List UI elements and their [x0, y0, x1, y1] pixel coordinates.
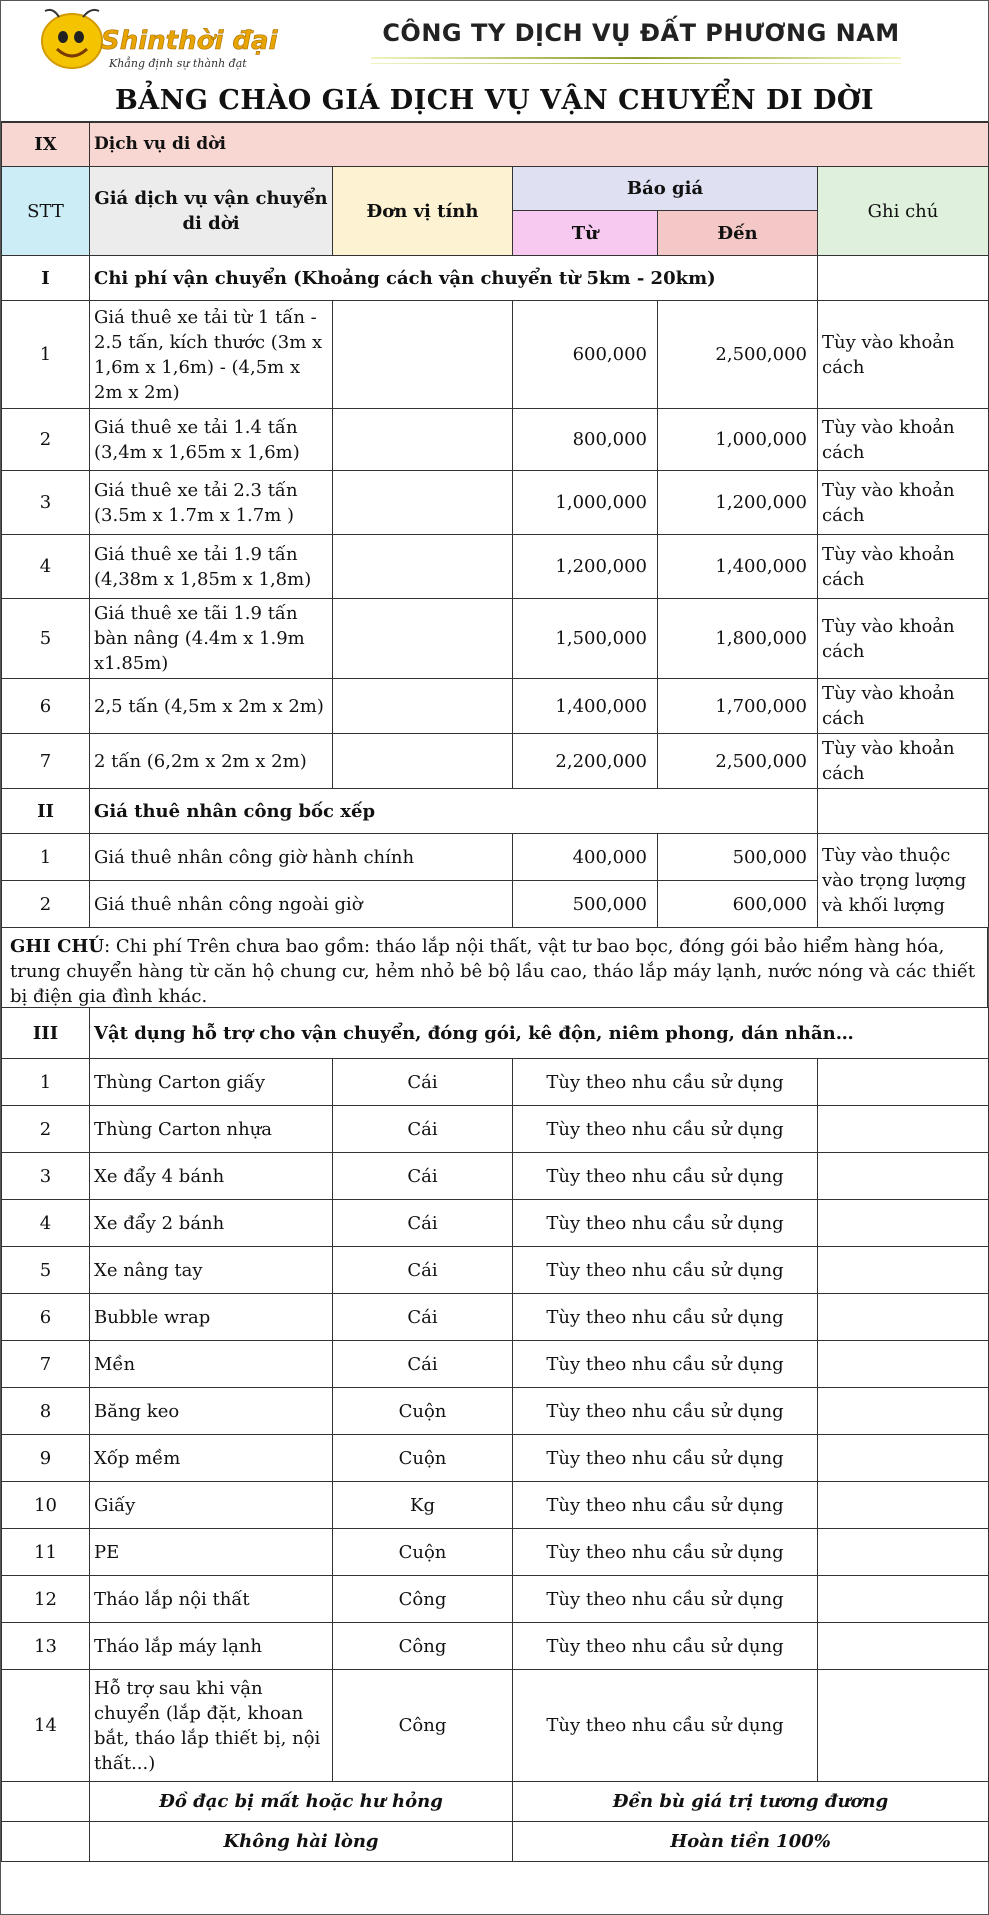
table-row: [2, 1529, 989, 1576]
price-table-transport: [1, 122, 989, 928]
table-row: [2, 734, 989, 789]
price-table-supplies: [1, 1007, 989, 1862]
row-note: [818, 1576, 989, 1623]
row-note: Tùy vào khoản cách: [818, 409, 989, 471]
row-stt: 1: [2, 301, 90, 409]
row-price-to: 1,400,000: [658, 535, 818, 599]
row-stt: 4: [2, 1200, 90, 1247]
col-from-header: Từ: [513, 211, 658, 256]
row-service: Giá thuê xe tải 2.3 tấn (3.5m x 1.7m x 1.7m ): [90, 471, 333, 535]
row-item: Mền: [90, 1341, 333, 1388]
row-item: Giấy: [90, 1482, 333, 1529]
row-unit: [333, 679, 513, 734]
row-price-from: 1,500,000: [513, 599, 658, 679]
row-unit: [333, 409, 513, 471]
row-price-to: 2,500,000: [658, 734, 818, 789]
row-stt: 1: [2, 834, 90, 881]
row-unit: [333, 535, 513, 599]
row-stt: 3: [2, 1153, 90, 1200]
row-stt: 5: [2, 599, 90, 679]
col-service-header: Giá dịch vụ vận chuyển di dời: [90, 167, 333, 256]
row-stt: 11: [2, 1529, 90, 1576]
row-note: [818, 1482, 989, 1529]
row-service: Giá thuê nhân công ngoài giờ: [90, 881, 513, 928]
row-item: Hỗ trợ sau khi vận chuyển (lắp đặt, khoan bắt, tháo lắp thiết bị, nội thất...): [90, 1670, 333, 1782]
row-unit: Cái: [333, 1106, 513, 1153]
row-note: [818, 1435, 989, 1482]
row-unit: [333, 471, 513, 535]
row-note: [818, 1059, 989, 1106]
row-service: 2 tấn (6,2m x 2m x 2m): [90, 734, 333, 789]
section-title: Chi phí vận chuyển (Khoảng cách vận chuyển từ 5km - 20km): [90, 256, 818, 301]
section-number: III: [2, 1008, 90, 1059]
row-unit: Cái: [333, 1153, 513, 1200]
header-divider: [371, 57, 901, 59]
guarantee-issue: Đồ đạc bị mất hoặc hư hỏng: [90, 1782, 513, 1822]
row-price-from: 1,200,000: [513, 535, 658, 599]
section-title: Dịch vụ di dời: [90, 123, 989, 167]
table-row: [2, 1247, 989, 1294]
section-number: IX: [2, 123, 90, 167]
row-price: Tùy theo nhu cầu sử dụng: [513, 1576, 818, 1623]
col-unit-header: Đơn vị tính: [333, 167, 513, 256]
row-service: Giá thuê nhân công giờ hành chính: [90, 834, 513, 881]
row-price-from: 500,000: [513, 881, 658, 928]
row-item: Băng keo: [90, 1388, 333, 1435]
row-item: Bubble wrap: [90, 1294, 333, 1341]
row-note: [818, 1529, 989, 1576]
row-note: Tùy vào khoản cách: [818, 535, 989, 599]
row-price-to: 1,700,000: [658, 679, 818, 734]
section-row-I: [2, 256, 989, 301]
row-service: Giá thuê xe tải 1.9 tấn (4,38m x 1,85m x 1,8m): [90, 535, 333, 599]
header-divider-thin: [371, 63, 901, 64]
table-row: [2, 471, 989, 535]
row-price-to: 600,000: [658, 881, 818, 928]
row-unit: Cái: [333, 1200, 513, 1247]
row-unit: Cuộn: [333, 1435, 513, 1482]
row-note: [818, 1623, 989, 1670]
row-note: Tùy vào khoản cách: [818, 471, 989, 535]
table-row: [2, 1576, 989, 1623]
svg-text:Khẳng định sự thành đạt: Khẳng định sự thành đạt: [109, 57, 247, 70]
document-header: [1, 1, 988, 122]
row-note: Tùy vào khoản cách: [818, 734, 989, 789]
table-row: [2, 1341, 989, 1388]
supplies-rows: [2, 1059, 989, 1782]
row-unit: Cuộn: [333, 1529, 513, 1576]
row-price: Tùy theo nhu cầu sử dụng: [513, 1106, 818, 1153]
row-unit: Công: [333, 1623, 513, 1670]
row-price: Tùy theo nhu cầu sử dụng: [513, 1482, 818, 1529]
general-note: [1, 928, 988, 1007]
row-price: Tùy theo nhu cầu sử dụng: [513, 1247, 818, 1294]
row-unit: Công: [333, 1670, 513, 1782]
table-row: [2, 1153, 989, 1200]
row-stt: 6: [2, 1294, 90, 1341]
row-note: [818, 1294, 989, 1341]
row-stt: 7: [2, 734, 90, 789]
row-note: [818, 1247, 989, 1294]
row-item: Tháo lắp nội thất: [90, 1576, 333, 1623]
row-stt: 1: [2, 1059, 90, 1106]
table-row: [2, 1482, 989, 1529]
row-stt: 12: [2, 1576, 90, 1623]
row-price: Tùy theo nhu cầu sử dụng: [513, 1388, 818, 1435]
col-to-header: Đến: [658, 211, 818, 256]
company-logo: [39, 7, 309, 73]
row-price: Tùy theo nhu cầu sử dụng: [513, 1294, 818, 1341]
row-item: Xe đẩy 4 bánh: [90, 1153, 333, 1200]
row-item: PE: [90, 1529, 333, 1576]
section-number: I: [2, 256, 90, 301]
table-row: [2, 1294, 989, 1341]
row-note: Tùy vào khoản cách: [818, 301, 989, 409]
row-unit: [333, 301, 513, 409]
row-service: Giá thuê xe tãi 1.9 tấn bàn nâng (4.4m x 1.9m x1.85m): [90, 599, 333, 679]
row-unit: Cuộn: [333, 1388, 513, 1435]
row-item: Xốp mềm: [90, 1435, 333, 1482]
row-unit: Cái: [333, 1341, 513, 1388]
section-title: Vật dụng hỗ trợ cho vận chuyển, đóng gói, kê độn, niêm phong, dán nhãn…: [90, 1008, 989, 1059]
row-stt: 10: [2, 1482, 90, 1529]
table-row: [2, 1200, 989, 1247]
row-price: Tùy theo nhu cầu sử dụng: [513, 1341, 818, 1388]
row-stt: 2: [2, 1106, 90, 1153]
table-row: [2, 599, 989, 679]
company-name: CÔNG TY DỊCH VỤ ĐẤT PHƯƠNG NAM: [382, 19, 900, 47]
col-quote-header: Báo giá: [513, 167, 818, 211]
note-text: : Chi phí Trên chưa bao gồm: tháo lắp nội thất, vật tư bao bọc, đóng gói bảo hiểm hàng hóa, trung chuyển hàng từ căn hộ chung cư, hẻm nhỏ bê bộ lầu cao, tháo lắp máy lạnh, nước nóng và các thiết bị điện gia đình khác.: [10, 936, 976, 1007]
row-note: [818, 1200, 989, 1247]
row-item: Xe nâng tay: [90, 1247, 333, 1294]
row-note: [818, 1153, 989, 1200]
row-unit: Cái: [333, 1294, 513, 1341]
row-price-to: 500,000: [658, 834, 818, 881]
row-note: [818, 1388, 989, 1435]
row-unit: Cái: [333, 1059, 513, 1106]
row-stt: 4: [2, 535, 90, 599]
note-label: GHI CHÚ: [10, 936, 105, 957]
row-price: Tùy theo nhu cầu sử dụng: [513, 1529, 818, 1576]
row-price-from: 400,000: [513, 834, 658, 881]
row-item: Thùng Carton giấy: [90, 1059, 333, 1106]
row-stt: 2: [2, 881, 90, 928]
row-item: Thùng Carton nhựa: [90, 1106, 333, 1153]
row-stt: 7: [2, 1341, 90, 1388]
table-row: [2, 1435, 989, 1482]
row-price: Tùy theo nhu cầu sử dụng: [513, 1153, 818, 1200]
table-row: [2, 1670, 989, 1782]
row-unit: Công: [333, 1576, 513, 1623]
row-service: Giá thuê xe tải từ 1 tấn - 2.5 tấn, kích thước (3m x 1,6m x 1,6m) - (4,5m x 2m x 2m): [90, 301, 333, 409]
guarantee-remedy: Đền bù giá trị tương đương: [513, 1782, 989, 1822]
guarantee-issue: Không hài lòng: [90, 1822, 513, 1862]
row-service: 2,5 tấn (4,5m x 2m x 2m): [90, 679, 333, 734]
col-stt-header: STT: [2, 167, 90, 256]
row-unit: [333, 734, 513, 789]
row-price: Tùy theo nhu cầu sử dụng: [513, 1200, 818, 1247]
row-stt: 5: [2, 1247, 90, 1294]
row-price-from: 800,000: [513, 409, 658, 471]
row-price-from: 2,200,000: [513, 734, 658, 789]
row-item: Tháo lắp máy lạnh: [90, 1623, 333, 1670]
row-stt: 2: [2, 409, 90, 471]
row-price-from: 1,400,000: [513, 679, 658, 734]
row-price: Tùy theo nhu cầu sử dụng: [513, 1670, 818, 1782]
row-stt: 8: [2, 1388, 90, 1435]
row-unit: Kg: [333, 1482, 513, 1529]
row-stt: 9: [2, 1435, 90, 1482]
row-note: [818, 1106, 989, 1153]
row-price: Tùy theo nhu cầu sử dụng: [513, 1435, 818, 1482]
section-row-II: [2, 789, 989, 834]
row-price-to: 1,800,000: [658, 599, 818, 679]
row-price: Tùy theo nhu cầu sử dụng: [513, 1623, 818, 1670]
guarantee-row: [2, 1782, 989, 1822]
row-note: [818, 1341, 989, 1388]
section-row-III: [2, 1008, 989, 1059]
column-header-row: [2, 167, 989, 211]
svg-text:Shinthời đại: Shinthời đại: [101, 26, 278, 56]
row-unit: [333, 599, 513, 679]
row-item: Xe đẩy 2 bánh: [90, 1200, 333, 1247]
row-price-to: 1,000,000: [658, 409, 818, 471]
section-number: II: [2, 789, 90, 834]
row-stt: 14: [2, 1670, 90, 1782]
table-row: [2, 1388, 989, 1435]
table-row: [2, 834, 989, 881]
row-note: Tùy vào khoản cách: [818, 599, 989, 679]
row-price-to: 2,500,000: [658, 301, 818, 409]
row-price-from: 1,000,000: [513, 471, 658, 535]
col-note-header: Ghi chú: [818, 167, 989, 256]
table-row: [2, 535, 989, 599]
row-note: Tùy vào thuộc vào trọng lượng và khối lượng: [818, 834, 989, 928]
row-stt: 3: [2, 471, 90, 535]
row-service: Giá thuê xe tải 1.4 tấn (3,4m x 1,65m x 1,6m): [90, 409, 333, 471]
section-header-row: [2, 123, 989, 167]
transport-rows: [2, 301, 989, 789]
table-row: [2, 1106, 989, 1153]
row-price-from: 600,000: [513, 301, 658, 409]
guarantee-row: [2, 1822, 989, 1862]
guarantee-remedy: Hoàn tiền 100%: [513, 1822, 989, 1862]
table-row: [2, 1623, 989, 1670]
row-stt: 13: [2, 1623, 90, 1670]
table-row: [2, 409, 989, 471]
table-row: [2, 679, 989, 734]
row-note: Tùy vào khoản cách: [818, 679, 989, 734]
row-price-to: 1,200,000: [658, 471, 818, 535]
section-title: Giá thuê nhân công bốc xếp: [90, 789, 818, 834]
row-price: Tùy theo nhu cầu sử dụng: [513, 1059, 818, 1106]
row-unit: Cái: [333, 1247, 513, 1294]
table-row: [2, 301, 989, 409]
document-title: BẢNG CHÀO GIÁ DỊCH VỤ VẬN CHUYỂN DI DỜI: [114, 85, 875, 116]
row-note: [818, 1670, 989, 1782]
table-row: [2, 1059, 989, 1106]
row-stt: 6: [2, 679, 90, 734]
